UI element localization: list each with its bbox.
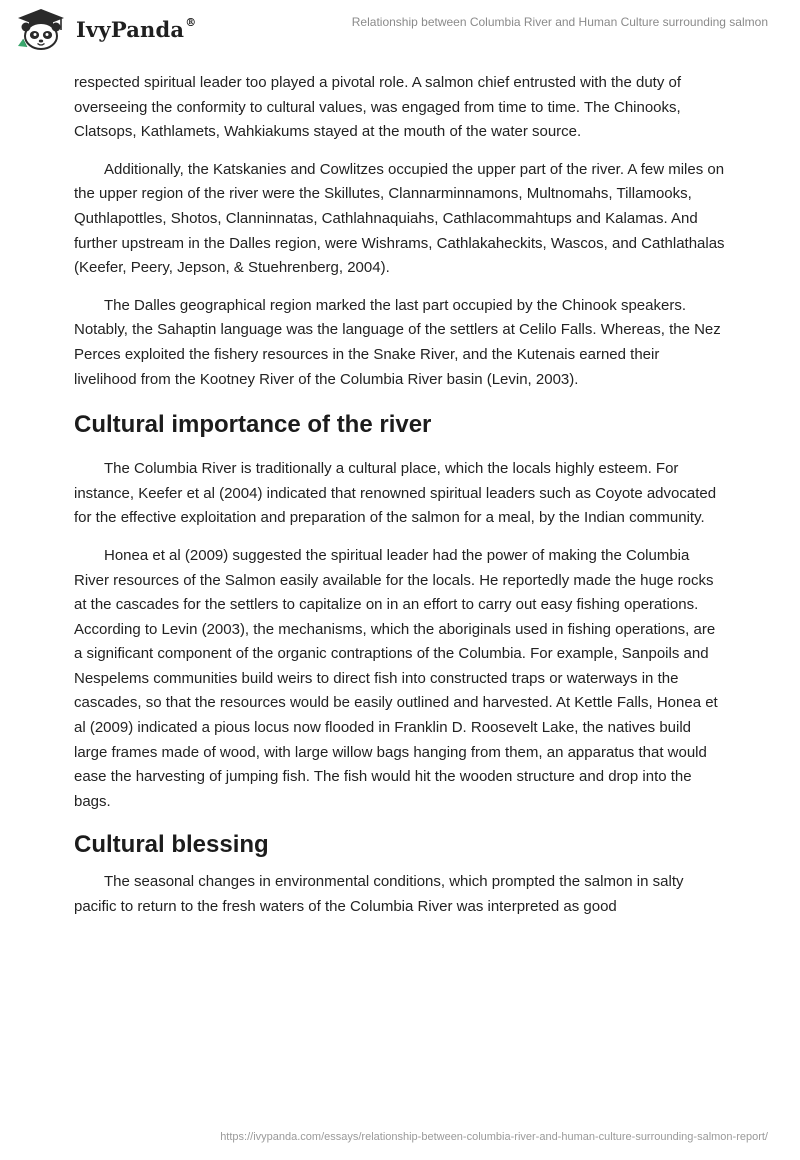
document-title: Relationship between Columbia River and Human Culture surrounding salmon bbox=[351, 15, 768, 29]
brand-name bbox=[76, 17, 196, 42]
page-header bbox=[0, 0, 800, 60]
brand-logo[interactable] bbox=[14, 6, 196, 52]
section-heading-cultural-blessing: Cultural blessing bbox=[74, 831, 269, 859]
panda-graduate-icon bbox=[14, 6, 70, 52]
essay-body bbox=[74, 71, 726, 933]
brand-text: IvyPanda bbox=[76, 16, 185, 42]
paragraph: The seasonal changes in environmental conditions, which prompted the salmon in salty pacific to return to the fresh waters of the Columbia River was interpreted as good bbox=[74, 873, 684, 916]
paragraph: respected spiritual leader too played a pivotal role. A salmon chief entrusted with the duty of overseeing the conformity to cultural values, was engaged from time to time. The Chinooks, Clatsops, Kathlamets, Wahkiakums stayed at the mouth of the water source. bbox=[74, 74, 682, 141]
paragraph: The Dalles geographical region marked the last part occupied by the Chinook speakers. Notably, the Sahaptin language was the language of the settlers at Celilo Falls. Whereas, the Nez Perces exploited the fishery resources in the Snake River, and the Kutenais earned their livelihood from the Kootney River of the Columbia River basin (Levin, 2003). bbox=[74, 296, 721, 388]
registered-mark: ® bbox=[185, 15, 197, 29]
source-url[interactable]: https://ivypanda.com/essays/relationship-between-columbia-river-and-human-culture-surrounding-salmon-report/ bbox=[220, 1131, 768, 1143]
section-heading-cultural-importance: Cultural importance of the river bbox=[74, 411, 432, 439]
paragraph: Additionally, the Katskanies and Cowlitzes occupied the upper part of the river. A few miles on the upper region of the river were the Skillutes, Clannarminnamons, Multnomahs, Tillamooks, Quthlapottles, Shotos, Clanninnatas, Cathlahnaquiahs, Cathlacommahtups and Kalamas. And further upstream in the Dalles region, were Wishrams, Cathlakaheckits, Wascos, and Cathlathalas (Keefer, Peery, Jepson, & Stuehrenberg, 2004). bbox=[74, 160, 725, 277]
paragraph: The Columbia River is traditionally a cultural place, which the locals highly esteem. For instance, Keefer et al (2004) indicated that renowned spiritual leaders such as Coyote advocated for the effective exploitation and preparation of the salmon for a meal, by the Indian community. bbox=[74, 460, 717, 527]
paragraph: Honea et al (2009) suggested the spiritual leader had the power of making the Columbia River resources of the Salmon easily available for the locals. He reportedly made the huge rocks at the cascades for the settlers to capitalize on in an effort to carry out easy fishing operations. According to Levin (2003), the mechanisms, which the aboriginals used in fishing operations, are a significant component of the organic contraptions of the Columbia. For example, Sanpoils and Nespelems communities build weirs to direct fish into constructed traps or waterways in the cascades, so that the resources would be easily outlined and harvested. At Kettle Falls, Honea et al (2009) indicated a pious locus now flooded in Franklin D. Roosevelt Lake, the natives build large frames made of wood, with large willow bags hanging from them, an apparatus that would ease the harvesting of jumping fish. The fish would hit the wooden structure and drop into the bags. bbox=[74, 546, 718, 810]
